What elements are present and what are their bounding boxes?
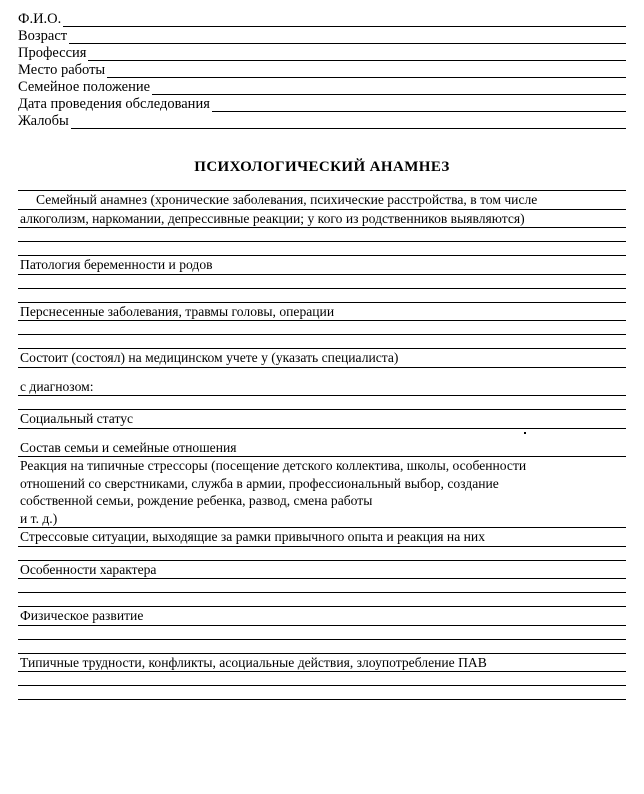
field-label-fio: Ф.И.О. — [18, 11, 62, 27]
write-line[interactable] — [18, 368, 626, 378]
field-label-workplace: Место работы — [18, 62, 106, 78]
field-line-profession[interactable] — [88, 47, 626, 61]
field-row-fio — [18, 10, 626, 27]
field-line-workplace[interactable] — [107, 64, 626, 78]
write-line[interactable] — [18, 228, 626, 241]
section-text-line: Социальный статус — [20, 411, 134, 426]
field-label-profession: Профессия — [18, 45, 87, 61]
write-line[interactable] — [18, 686, 626, 699]
field-line-complaints[interactable] — [71, 115, 626, 129]
write-line[interactable] — [18, 579, 626, 592]
section-diagnosis — [18, 378, 626, 410]
field-row-exam-date — [18, 95, 626, 112]
section-pregnancy-pathology — [18, 255, 626, 302]
section-rule-bottom — [18, 699, 626, 700]
field-line-marital-status[interactable] — [152, 81, 626, 95]
section-text-line: с диагнозом: — [20, 378, 94, 394]
section-social-status — [18, 409, 626, 439]
section-text-line: Типичные трудности, конфликты, асоциальные действия, злоупотребление ПАВ — [20, 654, 487, 670]
write-line[interactable] — [18, 672, 626, 685]
field-label-complaints: Жалобы — [18, 113, 69, 129]
section-text-line: Реакция на типичные стрессоры (посещение детского коллектива, школы, особенности — [20, 458, 527, 473]
section-character-traits — [18, 560, 626, 607]
section-past-illnesses — [18, 302, 626, 349]
field-label-exam-date: Дата проведения обследования — [18, 96, 210, 112]
write-line[interactable] — [18, 547, 626, 560]
section-text-line: Семейный анамнез (хронические заболевания, психические расстройства, в том числе — [36, 192, 538, 207]
write-line[interactable] — [18, 321, 626, 334]
section-stressor-reaction — [18, 457, 626, 528]
field-line-fio[interactable] — [63, 13, 626, 27]
write-line[interactable] — [18, 242, 626, 255]
field-row-complaints — [18, 112, 626, 129]
section-family-history — [18, 190, 626, 255]
section-text-line: собственной семьи, рождение ребенка, развод, смена работы — [20, 493, 373, 508]
section-text-line: Стрессовые ситуации, выходящие за рамки привычного опыта и реакция на них — [20, 529, 485, 544]
field-line-exam-date[interactable] — [212, 98, 626, 112]
write-line[interactable] — [18, 640, 626, 653]
field-label-age: Возраст — [18, 28, 68, 44]
section-text-line: алкоголизм, наркомании, депрессивные реакции; у кого из родственников выявляются) — [20, 210, 525, 226]
write-line[interactable] — [18, 335, 626, 348]
write-line[interactable] — [18, 593, 626, 606]
scan-artifact-dot — [524, 432, 526, 434]
section-text-line: Перснесенные заболевания, травмы головы, операции — [20, 303, 335, 319]
section-text-line: Особенности характера — [20, 561, 157, 577]
section-physical-development — [18, 606, 626, 653]
field-row-age — [18, 27, 626, 44]
section-text-line: и т. д.) — [20, 510, 58, 526]
page-title: ПСИХОЛОГИЧЕСКИЙ АНАМНЕЗ — [194, 159, 450, 175]
header-fields — [18, 10, 626, 129]
section-text-line: Состав семьи и семейные отношения — [20, 439, 237, 455]
write-line[interactable] — [18, 275, 626, 288]
field-row-workplace — [18, 61, 626, 78]
title-gap — [18, 182, 626, 190]
section-text-line: Патология беременности и родов — [20, 257, 213, 272]
field-label-marital-status: Семейное положение — [18, 79, 151, 95]
section-text-line: Состоит (состоял) на медицинском учете у (указать специалиста) — [20, 350, 399, 365]
section-text-line: Физическое развитие — [20, 608, 144, 623]
section-medical-registration — [18, 348, 626, 378]
write-line[interactable] — [18, 626, 626, 639]
section-family-composition — [18, 439, 626, 458]
field-row-marital-status — [18, 78, 626, 95]
field-row-profession — [18, 44, 626, 61]
write-line[interactable] — [18, 396, 626, 409]
write-line[interactable] — [18, 289, 626, 302]
section-text-line: отношений со сверстниками, служба в армии, профессиональный выбор, создание — [20, 475, 499, 491]
section-stress-situations — [18, 528, 626, 560]
write-line[interactable] — [18, 429, 626, 439]
field-line-age[interactable] — [69, 30, 626, 44]
section-typical-difficulties — [18, 653, 626, 701]
